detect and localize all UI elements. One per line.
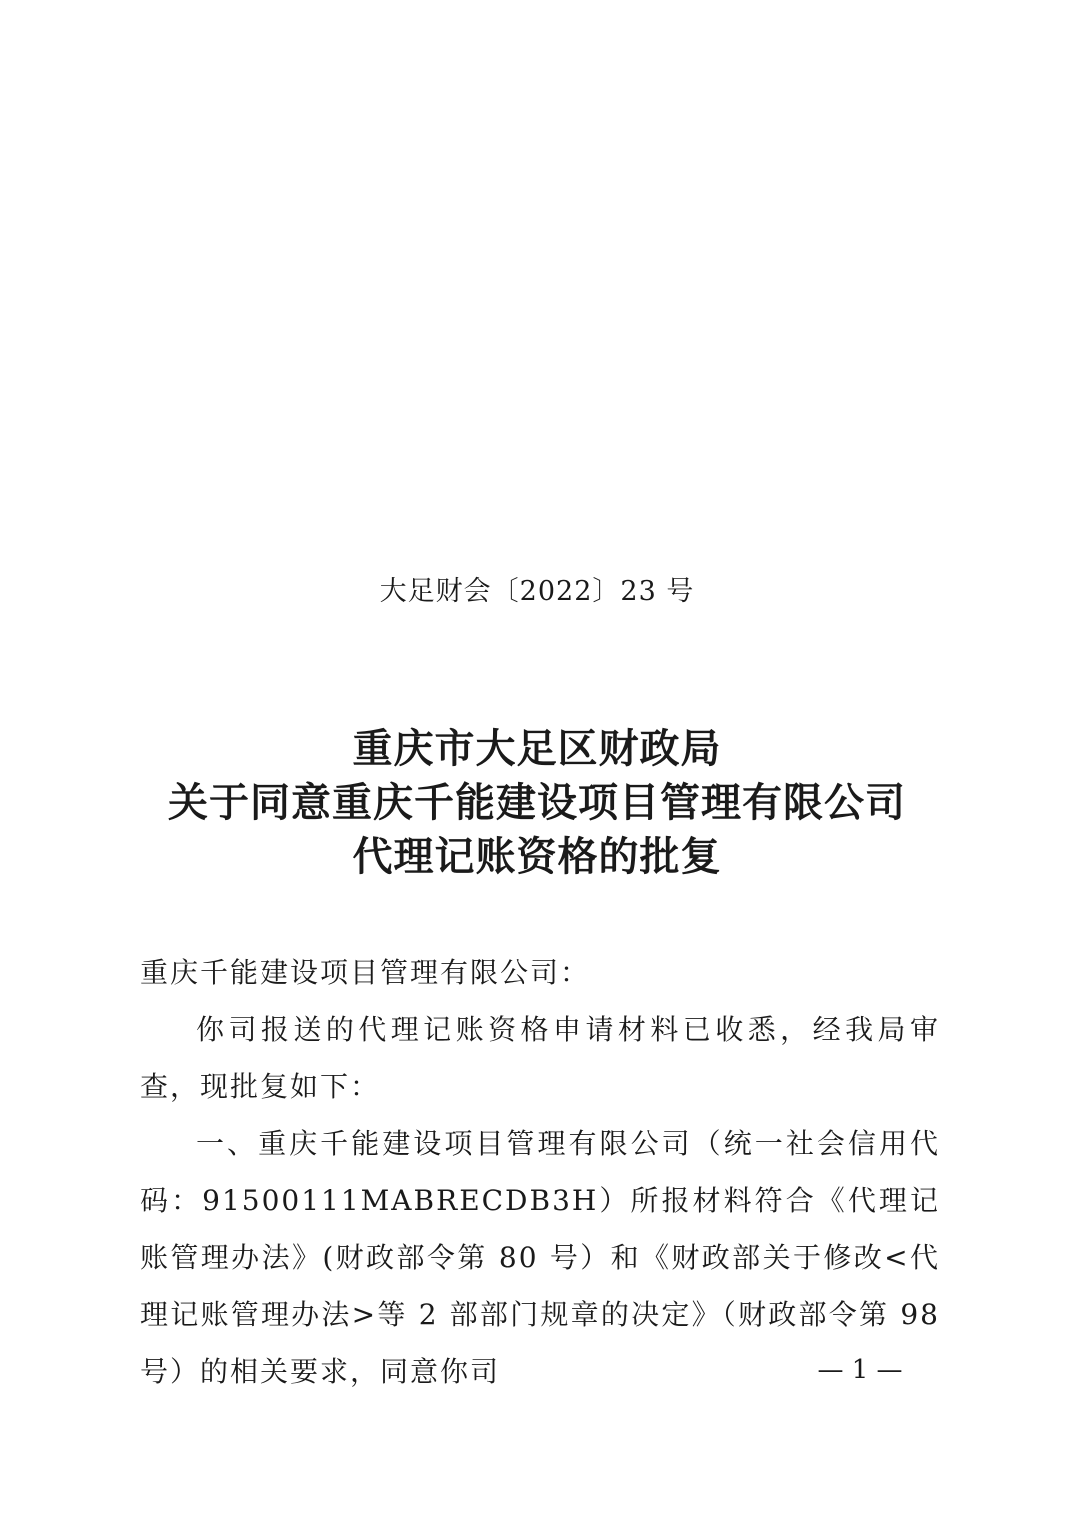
document-title — [0, 722, 1074, 884]
addressee: 重庆千能建设项目管理有限公司： — [140, 956, 591, 989]
paragraph-intro: 你司报送的代理记账资格申请材料已收悉，经我局审查，现批复如下： — [140, 1013, 940, 1103]
title-line-3: 代理记账资格的批复 — [352, 834, 722, 880]
document-number: 大足财会〔2022〕23 号 — [379, 576, 695, 607]
title-line-2: 关于同意重庆千能建设项目管理有限公司 — [168, 780, 906, 826]
title-line-1: 重庆市大足区财政局 — [352, 726, 722, 772]
page-number: — 1 — — [817, 1355, 903, 1385]
paragraph-item-1: 一、重庆千能建设项目管理有限公司（统一社会信用代码：91500111MABRECDB3H）所报材料符合《代理记账管理办法》(财政部令第 80 号）和《财政部关于修改<代理记账管理办法>等 2 部部门规章的决定》（财政部令第 98 号）的相关要求，同意你司 — [140, 1127, 940, 1388]
document-body — [140, 944, 940, 1400]
